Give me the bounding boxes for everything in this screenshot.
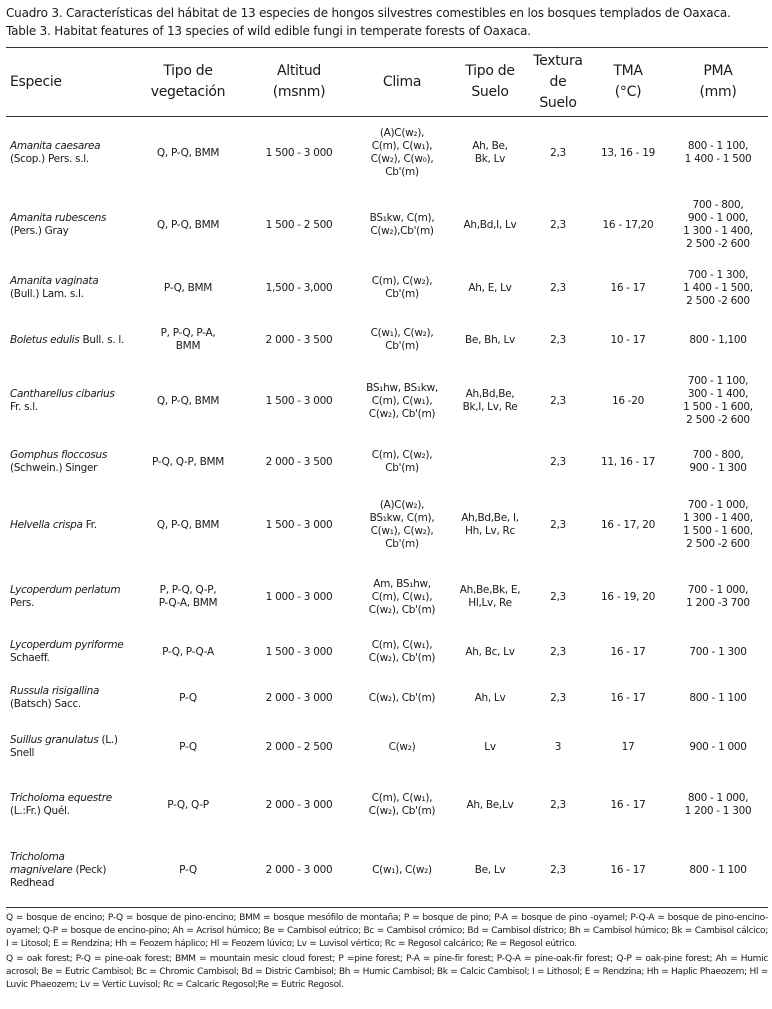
- cell-suelo: Ah, E, Lv: [468, 281, 512, 294]
- cell-altitud: 2 000 - 2 500: [265, 740, 333, 753]
- cell-especie: [6, 317, 130, 363]
- cell-altitud: 1,500 - 3,000: [265, 281, 333, 294]
- cell-tma: 11, 16 - 17: [601, 455, 655, 468]
- cell-pma: 900 - 1 000: [689, 740, 747, 753]
- species-author: (Scop.) Pers. s.l.: [10, 153, 89, 165]
- cell-pma: 800 - 1 100, 1 400 - 1 500: [684, 140, 752, 165]
- header-especie: Especie: [10, 73, 62, 90]
- table-row: [6, 721, 768, 773]
- cell-textura: 2,3: [550, 333, 566, 346]
- cell-especie: [6, 259, 130, 317]
- cell-suelo: Ah,Bd,Be, I, Hh, Lv, Rc: [461, 512, 519, 537]
- cell-clima: C(m), C(w₂), Cb'(m): [371, 275, 433, 300]
- cell-clima: C(w₁), C(w₂): [372, 863, 432, 876]
- species-author: (Pers.) Gray: [10, 225, 69, 237]
- species-name: Lycoperdum perlatum: [10, 584, 121, 596]
- cell-textura: 3: [554, 740, 562, 753]
- table-row: [6, 773, 768, 837]
- cell-textura: 2,3: [550, 863, 566, 876]
- cell-vegetacion: Q, P-Q, BMM: [156, 394, 220, 407]
- cell-suelo: Ah, Be,Lv: [466, 798, 514, 811]
- footnotes: [6, 912, 768, 994]
- cell-vegetacion: P-Q, Q-P, BMM: [152, 455, 224, 468]
- cell-especie: [6, 721, 130, 773]
- cell-textura: 2,3: [550, 691, 566, 704]
- cell-vegetacion: P-Q, P-Q-A: [162, 645, 214, 658]
- cell-altitud: 1 000 - 3 000: [265, 590, 333, 603]
- table-row: [6, 115, 768, 191]
- table-row: [6, 191, 768, 259]
- species-name: Helvella crispa: [10, 518, 83, 531]
- cell-clima: BS₁hw, BS₁kw, C(m), C(w₁), C(w₂), Cb'(m): [366, 381, 438, 420]
- species-name: Russula risigallina: [10, 685, 100, 697]
- cell-especie: [6, 439, 130, 485]
- cell-suelo: Be, Lv: [474, 863, 506, 876]
- cell-suelo: [452, 439, 528, 485]
- table-row: [6, 363, 768, 439]
- cell-tma: 16 - 17: [610, 645, 646, 658]
- table-row: [6, 565, 768, 629]
- species-author: (Schwein.) Singer: [10, 462, 98, 474]
- cell-altitud: 2 000 - 3 000: [265, 798, 333, 811]
- cell-altitud: 2 000 - 3 500: [265, 333, 333, 346]
- cell-vegetacion: Q, P-Q, BMM: [156, 218, 220, 231]
- species-author: (Peck) Redhead: [10, 863, 107, 889]
- cell-especie: [6, 363, 130, 439]
- species-name: Cantharellus cibarius: [10, 388, 115, 400]
- cell-suelo: Ah, Bc, Lv: [465, 645, 515, 658]
- caption-spanish: Cuadro 3. Características del hábitat de 13 especies de hongos silvestres comestibles en los bosques templados de Oaxaca.: [6, 6, 731, 20]
- cell-vegetacion: P-Q, BMM: [163, 281, 213, 294]
- cell-tma: 16 - 19, 20: [601, 590, 655, 603]
- species-name: Tricholoma equestre: [10, 792, 112, 804]
- cell-suelo: Ah,Be,Bk, E, Hl,Lv, Re: [459, 584, 521, 609]
- habitat-table: [6, 49, 768, 903]
- cell-pma: 700 - 1 300: [689, 645, 747, 658]
- cell-especie: [6, 565, 130, 629]
- cell-pma: 700 - 1 000, 1 300 - 1 400, 1 500 - 1 600, 2 500 -2 600: [683, 499, 753, 550]
- cell-textura: 2,3: [550, 146, 566, 159]
- cell-tma: 16 -20: [611, 394, 645, 407]
- cell-clima: Am, BS₁hw, C(m), C(w₁), C(w₂), Cb'(m): [368, 577, 436, 616]
- cell-pma: 700 - 1 300, 1 400 - 1 500, 2 500 -2 600: [683, 268, 753, 307]
- cell-textura: 2,3: [550, 590, 566, 603]
- cell-pma: 800 - 1 000, 1 200 - 1 300: [684, 792, 752, 817]
- cell-especie: [6, 773, 130, 837]
- cell-textura: 2,3: [550, 394, 566, 407]
- cell-pma: 700 - 1 100, 300 - 1 400, 1 500 - 1 600, 2 500 -2 600: [683, 375, 753, 426]
- cell-suelo: Be, Bh, Lv: [465, 333, 515, 346]
- header-suelo: Tipo de Suelo: [465, 63, 515, 100]
- cell-especie: [6, 675, 130, 721]
- header-row: [6, 49, 768, 115]
- table-caption: [6, 4, 731, 40]
- species-name: Gomphus floccosus: [10, 449, 108, 461]
- cell-suelo: Ah, Be, Bk, Lv: [472, 140, 508, 165]
- cell-tma: 16 - 17, 20: [601, 518, 655, 531]
- cell-altitud: 1 500 - 3 000: [265, 146, 333, 159]
- cell-textura: 2,3: [550, 645, 566, 658]
- species-author: Fr. s.l.: [10, 401, 38, 413]
- cell-suelo: Ah,Bd,Be, Bk,I, Lv, Re: [462, 388, 518, 413]
- cell-pma: 800 - 1,100: [689, 333, 747, 346]
- cell-tma: 16 - 17: [610, 691, 646, 704]
- species-name: Amanita vaginata: [10, 275, 99, 287]
- cell-clima: C(w₁), C(w₂), Cb'(m): [370, 327, 434, 352]
- species-author: (L.:Fr.) Quél.: [10, 805, 70, 817]
- table-row: [6, 837, 768, 903]
- caption-english: Table 3. Habitat features of 13 species of wild edible fungi in temperate forests of Oaxaca.: [6, 24, 531, 38]
- cell-especie: [6, 191, 130, 259]
- cell-suelo: Lv: [484, 740, 496, 753]
- cell-pma: 800 - 1 100: [689, 691, 747, 704]
- cell-altitud: 1 500 - 2 500: [265, 218, 333, 231]
- cell-altitud: 2 000 - 3 000: [265, 863, 333, 876]
- header-altitud: Altitud (msnm): [272, 63, 326, 100]
- table-row: [6, 629, 768, 675]
- cell-pma: 800 - 1 100: [689, 863, 747, 876]
- cell-vegetacion: P, P-Q, P-A, BMM: [160, 327, 216, 352]
- species-author: Bull. s. l.: [82, 333, 124, 346]
- cell-tma: 16 - 17,20: [602, 218, 654, 231]
- species-name: Suillus granulatus: [10, 734, 99, 746]
- cell-especie: [6, 115, 130, 191]
- table-row: [6, 675, 768, 721]
- species-name: Lycoperdum pyriforme: [10, 639, 124, 651]
- cell-tma: 16 - 17: [610, 798, 646, 811]
- bottom-rule: [6, 907, 768, 908]
- cell-vegetacion: P-Q: [179, 863, 197, 876]
- footnote-english: Q = oak forest; P-Q = pine-oak forest; BMM = mountain mesic cloud forest; P =pine forest; P-A = pine-fir forest; P-Q-A = pine-oak-fir forest; Q-P = oak-pine forest; Ah = Humic acrosol; Be = Eutric Cambisol; Bc = Chromic Cambisol; Bd = Distric Cambisol; Bh = Humic Cambisol; Bk = Calcic Cambisol; I = Lithosol; E = Rendzina; Hh = Haplic Phaeozem; Hl = Luvic Phaeozem; Lv = Vertic Luvisol; Rc = Calcaric Regosol;Re = Eutric Regosol.: [6, 954, 768, 990]
- cell-vegetacion: Q, P-Q, BMM: [156, 518, 220, 531]
- cell-vegetacion: P-Q: [179, 691, 197, 704]
- cell-textura: 2,3: [550, 455, 566, 468]
- cell-altitud: 1 500 - 3 000: [265, 518, 333, 531]
- cell-especie: [6, 629, 130, 675]
- species-author: (Batsch) Sacc.: [10, 698, 81, 710]
- species-author: Pers.: [10, 597, 35, 609]
- cell-textura: 2,3: [550, 218, 566, 231]
- species-author: Schaeff.: [10, 652, 50, 664]
- cell-suelo: Ah,Bd,I, Lv: [463, 218, 517, 231]
- species-name: Amanita rubescens: [10, 212, 107, 224]
- header-tma: TMA (°C): [613, 63, 643, 100]
- footnote-spanish: Q = bosque de encino; P-Q = bosque de pino-encino; BMM = bosque mesófilo de montaña; P = bosque de pino; P-A = bosque de pino -oyamel; P-Q-A = bosque de pino-encino-oyamel; Q-P = bosque de encino-pino; Ah = Acrisol húmico; Be = Cambisol eútrico; Bc = Cambisol crómico; Bd = Cambisol dístrico; Bh = Cambisol húmico; Bk = Cambisol cálcico; I = Litosol; E = Rendzina; Hh = Feozem háplico; Hl = Feozem lúvico; Lv = Luvisol vértico; Rc = Regosol calcárico; Re = Regosol eútrico.: [6, 913, 768, 949]
- cell-tma: 13, 16 - 19: [601, 146, 655, 159]
- cell-especie: [6, 485, 130, 565]
- table-body: [6, 115, 768, 903]
- cell-textura: 2,3: [550, 518, 566, 531]
- cell-vegetacion: Q, P-Q, BMM: [156, 146, 220, 159]
- species-author: (Bull.) Lam. s.l.: [10, 288, 84, 300]
- cell-altitud: 2 000 - 3 000: [265, 691, 333, 704]
- cell-especie: [6, 837, 130, 903]
- cell-vegetacion: P-Q: [179, 740, 197, 753]
- cell-pma: 700 - 800, 900 - 1 300: [689, 449, 747, 474]
- cell-clima: C(w₂): [388, 740, 416, 753]
- table-row: [6, 485, 768, 565]
- table-row: [6, 259, 768, 317]
- cell-clima: C(m), C(w₂), Cb'(m): [371, 449, 433, 474]
- cell-altitud: 2 000 - 3 500: [265, 455, 333, 468]
- cell-vegetacion: P, P-Q, Q-P, P-Q-A, BMM: [158, 584, 218, 609]
- species-name: Tricholoma magnivelare: [10, 850, 73, 876]
- cell-clima: (A)C(w₂), C(m), C(w₁), C(w₂), C(w₀), Cb'(m): [370, 127, 434, 178]
- species-name: Amanita caesarea: [10, 140, 101, 152]
- table-row: [6, 317, 768, 363]
- header-pma: PMA (mm): [699, 63, 737, 100]
- cell-pma: 700 - 1 000, 1 200 -3 700: [686, 584, 750, 609]
- cell-pma: 700 - 800, 900 - 1 000, 1 300 - 1 400, 2 500 -2 600: [683, 199, 753, 250]
- cell-clima: C(m), C(w₁), C(w₂), Cb'(m): [368, 792, 436, 817]
- cell-tma: 17: [621, 740, 635, 753]
- cell-clima: (A)C(w₂), BS₁kw, C(m), C(w₁), C(w₂), Cb'(m): [369, 499, 435, 550]
- cell-altitud: 1 500 - 3 000: [265, 394, 333, 407]
- header-textura: Textura de Suelo: [533, 52, 583, 111]
- cell-clima: C(m), C(w₁), C(w₂), Cb'(m): [368, 639, 436, 664]
- species-name: Boletus edulis: [10, 333, 80, 346]
- cell-textura: 2,3: [550, 798, 566, 811]
- species-author: (L.) Snell: [10, 734, 118, 759]
- cell-clima: C(w₂), Cb'(m): [368, 691, 436, 704]
- cell-tma: 16 - 17: [610, 281, 646, 294]
- cell-tma: 16 - 17: [610, 863, 646, 876]
- header-vegetacion: Tipo de vegetación: [150, 63, 226, 100]
- cell-textura: 2,3: [550, 281, 566, 294]
- cell-altitud: 1 500 - 3 000: [265, 645, 333, 658]
- top-rule: [6, 47, 768, 48]
- table-row: [6, 439, 768, 485]
- header-clima: Clima: [382, 73, 422, 90]
- cell-vegetacion: P-Q, Q-P: [167, 798, 209, 811]
- cell-clima: BS₁kw, C(m), C(w₂),Cb'(m): [369, 212, 435, 237]
- species-author: Fr.: [85, 518, 97, 531]
- cell-suelo: Ah, Lv: [474, 691, 506, 704]
- cell-tma: 10 - 17: [610, 333, 646, 346]
